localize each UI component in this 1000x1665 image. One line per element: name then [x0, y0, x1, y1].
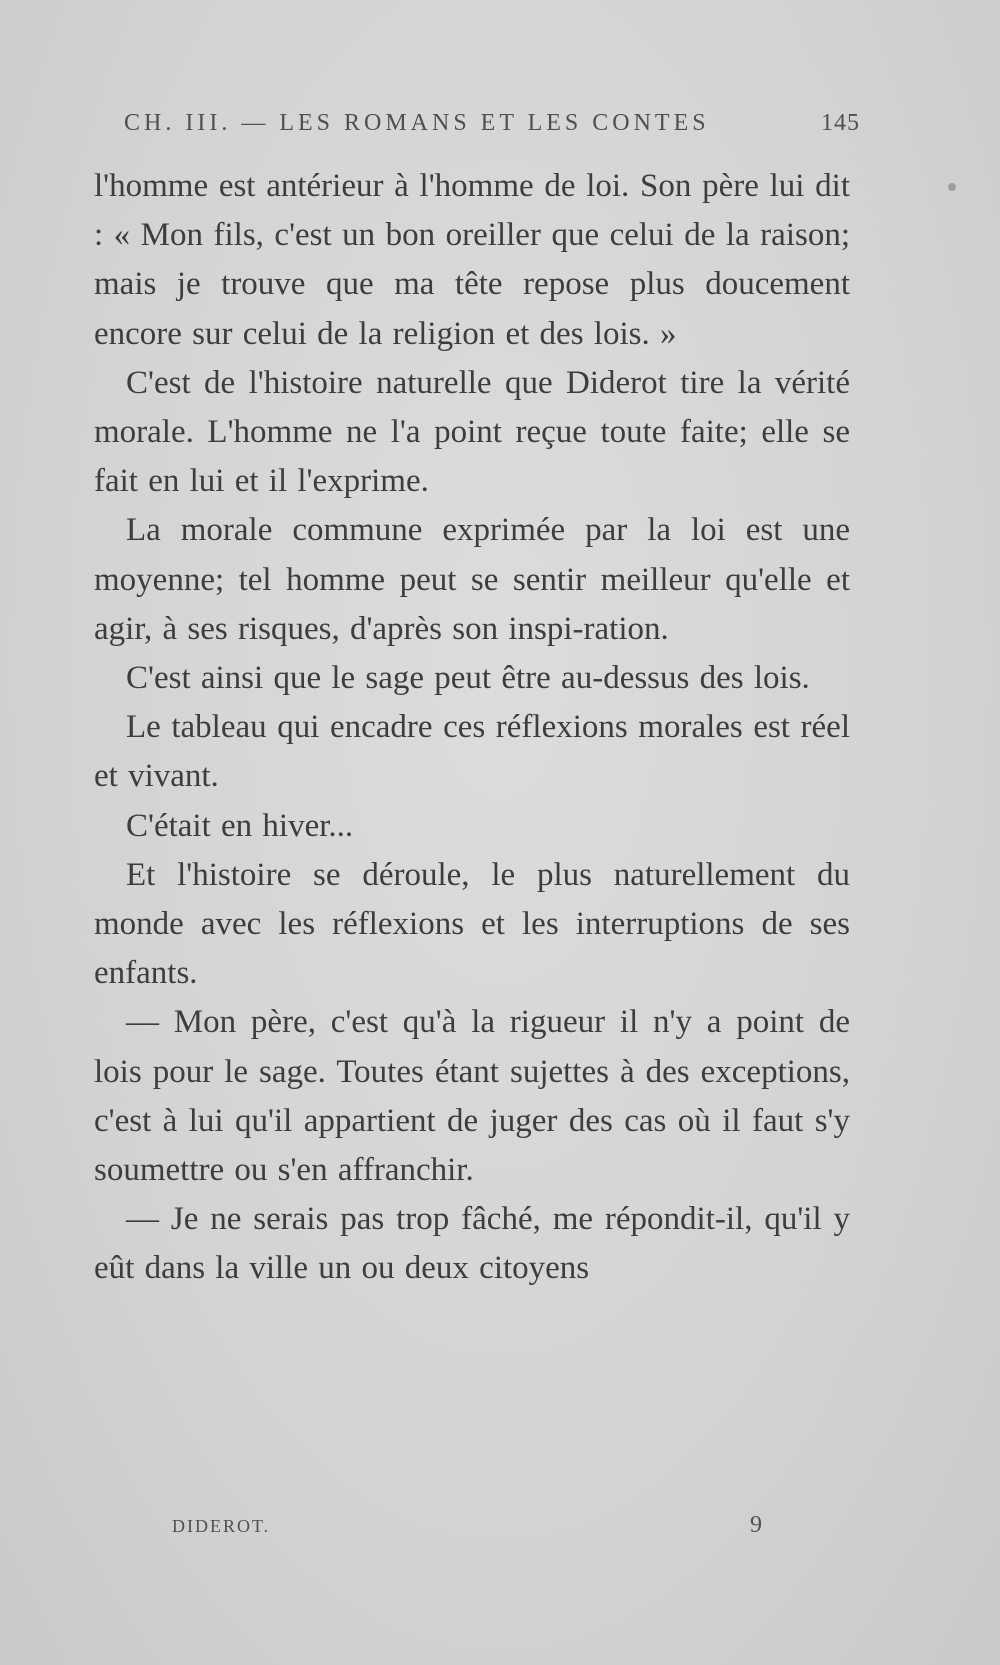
paragraph: l'homme est antérieur à l'homme de loi. Son père lui dit : « Mon fils, c'est un bon oreiller que celui de la raison; mais je trouve que ma tête repose plus doucement encore sur celui de la religion et des lois. » — [94, 168, 850, 352]
paragraph: C'est de l'histoire naturelle que Diderot tire la vérité morale. L'homme ne l'a point reçue toute faite; elle se fait en lui et il l'exprime. — [94, 364, 850, 500]
page-footer — [172, 1512, 762, 1539]
signature-mark: DIDEROT. — [172, 1516, 271, 1536]
paper-speck — [948, 183, 956, 191]
paragraph: — Mon père, c'est qu'à la rigueur il n'y a point de lois pour le sage. Toutes étant sujettes à des exceptions, c'est à lui qu'il appartient de juger des cas où il faut s'y soumettre ou s'en affranchir. — [94, 1004, 850, 1189]
paragraph: C'est ainsi que le sage peut être au-dessus des lois. — [126, 660, 810, 697]
paragraph: Et l'histoire se déroule, le plus naturellement du monde avec les réflexions et les interruptions de ses enfants. — [94, 856, 850, 992]
running-head — [124, 110, 860, 137]
sheet-number: 9 — [750, 1512, 762, 1538]
paragraph: La morale commune exprimée par la loi est une moyenne; tel homme peut se sentir meilleur qu'elle et agir, à ses risques, d'après son inspi-ration. — [94, 512, 850, 647]
paragraph: — Je ne serais pas trop fâché, me répondit-il, qu'il y eût dans la ville un ou deux citoyens — [94, 1201, 850, 1287]
page-number: 145 — [821, 110, 860, 136]
paragraph: Le tableau qui encadre ces réflexions morales est réel et vivant. — [94, 709, 850, 795]
paragraph: C'était en hiver... — [126, 807, 354, 844]
running-title: CH. III. — LES ROMANS ET LES CONTES — [124, 110, 710, 136]
body-text — [94, 162, 850, 1294]
